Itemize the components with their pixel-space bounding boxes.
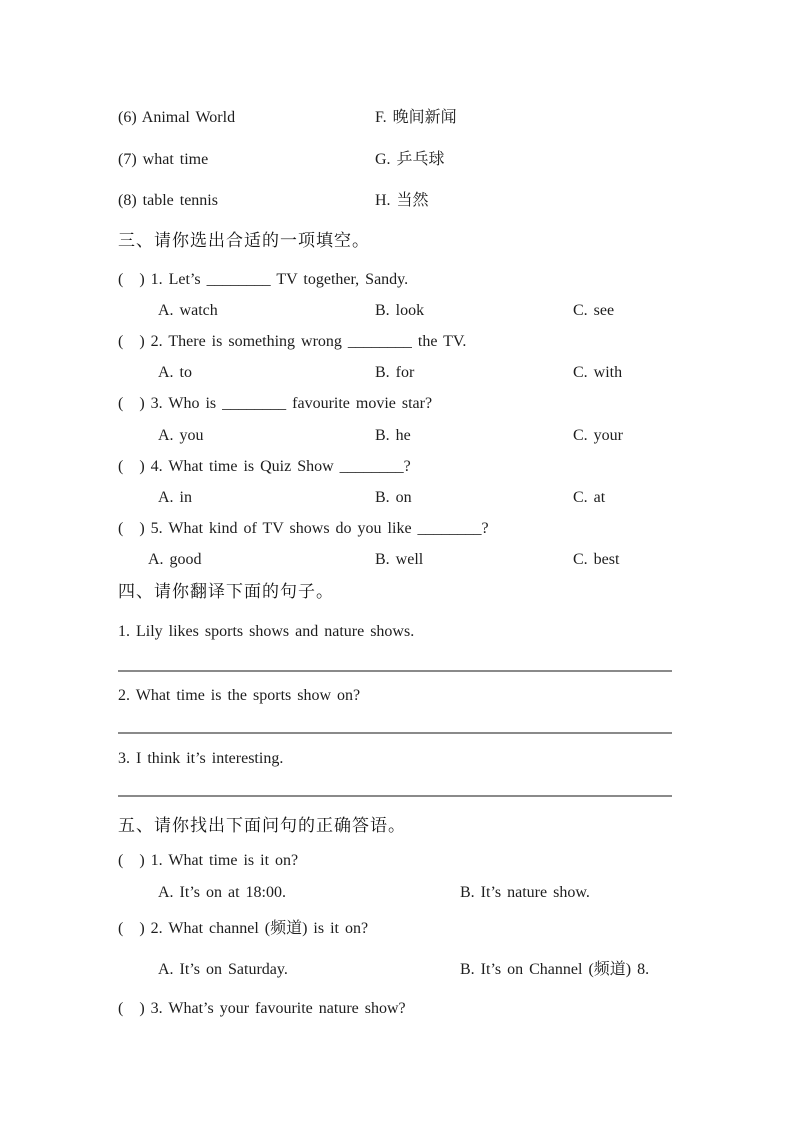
option-a: A. It’s on Saturday. [158,961,288,978]
question-stem: ( ) 3. What’s your favourite nature show? [118,1000,406,1017]
option-a: A. in [158,489,192,506]
option-a: A. to [158,364,192,381]
matching-right-item: F. 晚间新闻 [375,109,457,126]
option-b: B. on [375,489,412,506]
translation-sentence: 2. What time is the sports show on? [118,687,361,704]
option-c: C. see [573,302,615,319]
translation-sentence: 3. I think it’s interesting. [118,750,284,767]
option-b: B. It’s on Channel (频道) 8. [460,961,650,978]
matching-left-item: (7) what time [118,151,209,168]
section-five-heading: 五、请你找出下面问句的正确答语。 [118,816,406,835]
option-a: A. watch [158,302,218,319]
matching-left-item: (6) Animal World [118,109,236,126]
answer-line [118,732,672,734]
question-stem: ( ) 5. What kind of TV shows do you like ________? [118,520,489,537]
question-stem: ( ) 2. There is something wrong ________ the TV. [118,333,467,350]
option-b: B. look [375,302,425,319]
option-c: C. at [573,489,606,506]
option-b: B. well [375,551,424,568]
option-c: C. best [573,551,620,568]
answer-line [118,795,672,797]
matching-left-item: (8) table tennis [118,192,218,209]
section-four-heading: 四、请你翻译下面的句子。 [118,582,334,601]
answer-line [118,670,672,672]
question-stem: ( ) 1. What time is it on? [118,852,299,869]
option-a: A. you [158,427,204,444]
question-stem: ( ) 4. What time is Quiz Show ________? [118,458,411,475]
matching-right-item: H. 当然 [375,192,429,209]
option-a: A. good [148,551,202,568]
option-b: B. It’s nature show. [460,884,590,901]
question-stem: ( ) 1. Let’s ________ TV together, Sandy. [118,271,409,288]
section-three-heading: 三、请你选出合适的一项填空。 [118,231,370,250]
matching-right-item: G. 乒乓球 [375,151,445,168]
option-c: C. your [573,427,623,444]
option-a: A. It’s on at 18:00. [158,884,286,901]
option-b: B. he [375,427,411,444]
question-stem: ( ) 2. What channel (频道) is it on? [118,920,369,937]
translation-sentence: 1. Lily likes sports shows and nature shows. [118,623,415,640]
option-c: C. with [573,364,623,381]
option-b: B. for [375,364,415,381]
question-stem: ( ) 3. Who is ________ favourite movie star? [118,395,433,412]
